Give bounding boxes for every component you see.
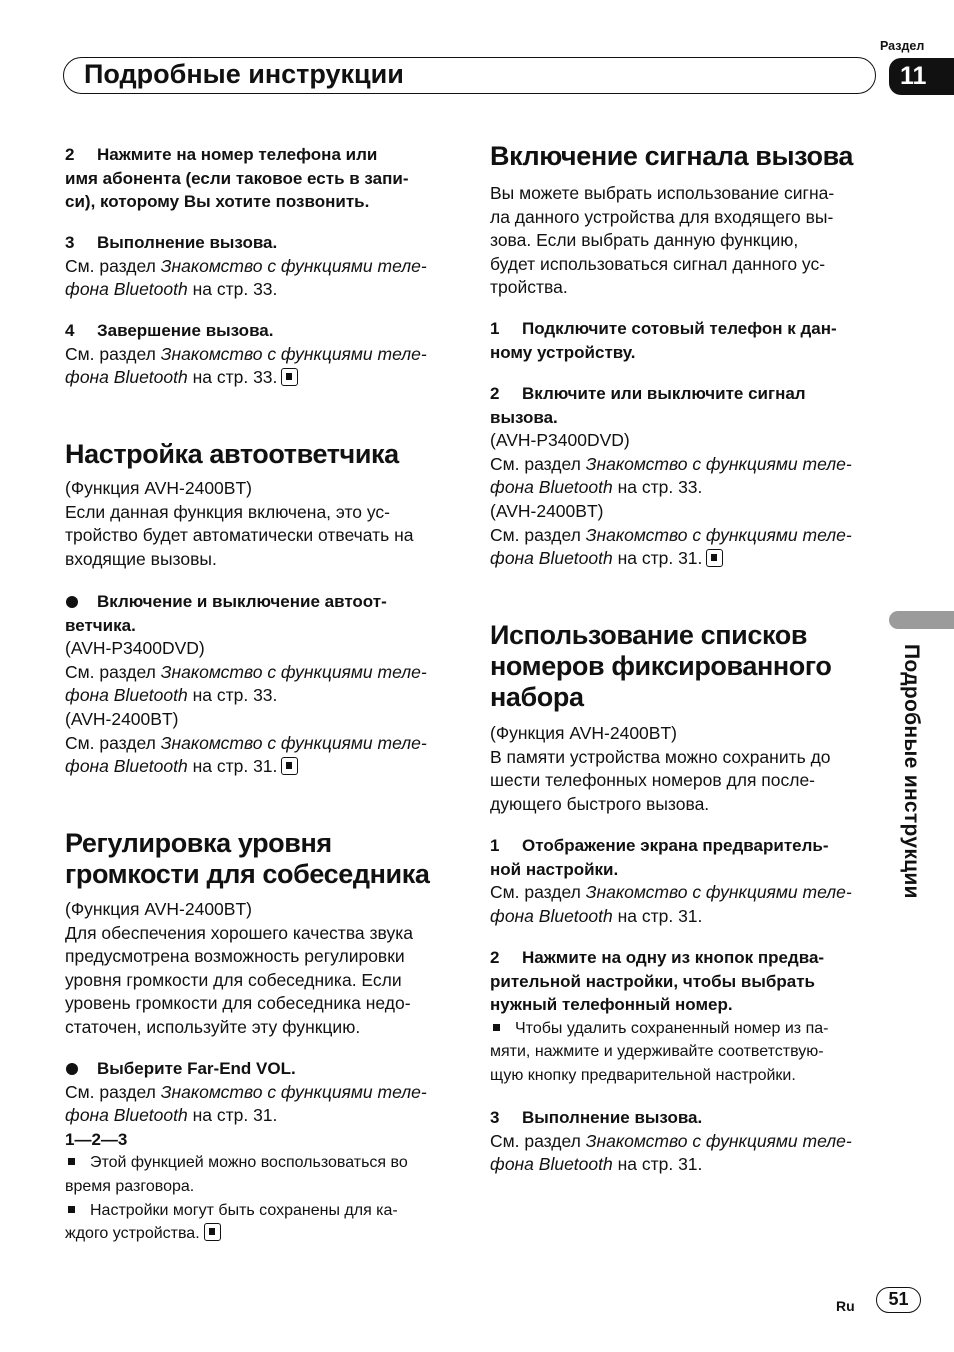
step-text: Выполнение вызова. (522, 1108, 703, 1127)
auto-answer-intro (65, 477, 414, 571)
ref-page: на стр. 33. (612, 477, 703, 498)
ref-title: Знакомство с функциями теле- фона Bluetooth (490, 1130, 852, 1175)
step-heading (490, 1106, 852, 1130)
step-number: 4 (65, 321, 75, 340)
step-text: Подключите сотовый телефон к дан- ному устройству. (490, 319, 837, 362)
bullet-icon (65, 596, 97, 608)
step-heading (490, 382, 852, 429)
bullet-text: Включение и выключение автоот- ветчика. (65, 592, 387, 635)
function-note: (Функция AVH-2400BT) (65, 478, 252, 498)
step-number: 2 (490, 948, 500, 967)
section-number-badge: 11 (889, 58, 954, 95)
step-text: Нажмите на одну из кнопок предва- рительной настройки, чтобы выбрать нужный телефонный номер. (490, 948, 825, 1015)
step-heading (490, 317, 837, 364)
ref-page: на стр. 31. (612, 548, 703, 569)
note-bullet-icon (65, 1206, 90, 1213)
note-item (490, 1017, 828, 1088)
side-tab-label: Подробные инструкции (900, 644, 923, 899)
cross-reference (490, 881, 852, 928)
preset-step-3 (490, 1106, 852, 1177)
bullet-heading (65, 1057, 427, 1081)
far-end-intro (65, 898, 413, 1040)
step-number: 3 (65, 233, 75, 252)
section-heading-preset-dial: Использование списков номеров фиксированного набора (490, 620, 832, 712)
note-text: Чтобы удалить сохраненный номер из па- мяти, нажмите и удерживайте соответствую- щую кнопку предварительной настройки. (490, 1019, 829, 1084)
section-heading-ring-tone: Включение сигнала вызова (490, 141, 854, 171)
paragraph: Вы можете выбрать использование сигна- ла данного устройства для входящего вы- зова. Если выбрать данную функцию, будет использоваться сигнал данного ус- тройства. (490, 183, 835, 298)
ref-prefix: См. раздел (65, 732, 161, 753)
ref-prefix: См. раздел (490, 524, 586, 545)
step-heading (65, 319, 427, 343)
chapter-title: Подробные инструкции (63, 57, 876, 94)
model-label: (AVH-P3400DVD) (65, 638, 205, 659)
page-number: 51 (876, 1287, 921, 1313)
ref-title: Знакомство с функциями теле- фона Bluetooth (490, 524, 852, 569)
bullet-text: Выберите Far-End VOL. (97, 1059, 296, 1078)
step-heading (65, 143, 408, 214)
call-step (65, 143, 408, 214)
note-item (65, 1151, 427, 1198)
ref-title: Знакомство с функциями теле- фона Bluetooth (490, 882, 852, 926)
step-text: Включите или выключите сигнал вызова. (490, 384, 806, 427)
paragraph: Если данная функция включена, это ус- тройство будет автоматически отвечать на входящие вызовы. (65, 501, 414, 569)
step-heading (490, 946, 828, 1017)
step-text: Отображение экрана предваритель- ной настройки. (490, 836, 829, 879)
ref-prefix: См. раздел (490, 882, 586, 903)
end-call-step (65, 319, 427, 390)
ref-prefix: См. раздел (65, 1081, 161, 1102)
note-text: Этой функцией можно воспользоваться во время разговора. (65, 1154, 408, 1195)
end-mark-icon (281, 368, 298, 386)
function-note: (Функция AVH-2400BT) (490, 723, 677, 743)
preset-step-2 (490, 946, 828, 1088)
step-number: 1 (490, 319, 500, 338)
step-heading (490, 834, 852, 881)
bullet-icon (65, 1063, 97, 1075)
cross-reference (65, 343, 427, 390)
step-text: Завершение вызова. (97, 321, 274, 340)
ref-title: Знакомство с функциями теле- фона Bluetooth (490, 453, 852, 498)
ref-title: Знакомство с функциями теле- фона Bluetooth (65, 661, 427, 706)
step-number: 3 (490, 1108, 500, 1127)
note-bullet-icon (490, 1024, 515, 1031)
ref-title: Знакомство с функциями теле- фона Bluetooth (65, 255, 427, 300)
step-text: Нажмите на номер телефона или имя абонента (если таковое есть в запи- си), которому Вы хотите позвонить. (65, 145, 409, 212)
ref-page: на стр. 31. (612, 905, 703, 926)
ref-title: Знакомство с функциями теле- фона Bluetooth (65, 1081, 427, 1126)
cross-reference (65, 255, 427, 302)
ref-title: Знакомство с функциями теле- фона Bluetooth (65, 732, 427, 777)
ref-prefix: См. раздел (65, 661, 161, 682)
end-mark-icon (706, 549, 723, 567)
step-number: 2 (65, 145, 75, 164)
cross-reference (65, 1081, 427, 1128)
language-code: Ru (836, 1298, 855, 1314)
paragraph: В памяти устройства можно сохранить до шести телефонных номеров для после- дующего быстрого вызова. (490, 746, 831, 814)
cross-reference (65, 732, 427, 779)
side-tab-marker (889, 611, 954, 629)
dial-step (65, 231, 427, 302)
ref-page: на стр. 31. (187, 756, 278, 777)
bullet-heading (65, 590, 427, 637)
ring-tone-intro (490, 182, 834, 300)
auto-answer-bullet (65, 590, 427, 779)
step-number: 2 (490, 384, 500, 403)
note-item (65, 1199, 427, 1246)
model-label: (AVH-P3400DVD) (490, 430, 630, 451)
note-text: Настройки могут быть сохранены для ка- ждого устройства. (65, 1201, 398, 1243)
far-end-bullet (65, 1057, 427, 1246)
ref-title: Знакомство с функциями теле- фона Bluetooth (65, 343, 427, 388)
level-sequence: 1—2—3 (65, 1129, 128, 1149)
model-label: (AVH-2400BT) (490, 500, 604, 521)
step-number: 1 (490, 836, 500, 855)
ref-prefix: См. раздел (65, 255, 161, 276)
ref-prefix: См. раздел (65, 343, 161, 364)
note-bullet-icon (65, 1158, 90, 1165)
section-heading-auto-answer: Настройка автоответчика (65, 439, 399, 469)
preset-step-1 (490, 834, 852, 928)
section-heading-far-end-volume: Регулировка уровня громкости для собеседника (65, 828, 430, 889)
step-heading (65, 231, 427, 255)
ref-page: на стр. 33. (187, 279, 278, 300)
step-text: Выполнение вызова. (97, 233, 278, 252)
cross-reference (490, 524, 852, 571)
ref-prefix: См. раздел (490, 1130, 586, 1151)
ref-page: на стр. 33. (187, 367, 278, 388)
ring-tone-step-1 (490, 317, 837, 364)
cross-reference (65, 661, 427, 708)
paragraph: Для обеспечения хорошего качества звука предусмотрена возможность регулировки уровня громкости для собеседника. Если уровень громкости для собеседника недо- статочен, используйте эту функцию. (65, 922, 413, 1037)
cross-reference (490, 1130, 852, 1177)
ref-page: на стр. 31. (187, 1105, 278, 1126)
function-note: (Функция AVH-2400BT) (65, 899, 252, 919)
end-mark-icon (204, 1223, 221, 1241)
preset-intro (490, 722, 831, 816)
end-mark-icon (281, 757, 298, 775)
ref-prefix: См. раздел (490, 453, 586, 474)
ring-tone-step-2 (490, 382, 852, 571)
model-label: (AVH-2400BT) (65, 708, 179, 729)
cross-reference (490, 453, 852, 500)
section-label: Раздел (880, 39, 925, 53)
ref-page: на стр. 33. (187, 685, 278, 706)
ref-page: на стр. 31. (612, 1154, 703, 1175)
